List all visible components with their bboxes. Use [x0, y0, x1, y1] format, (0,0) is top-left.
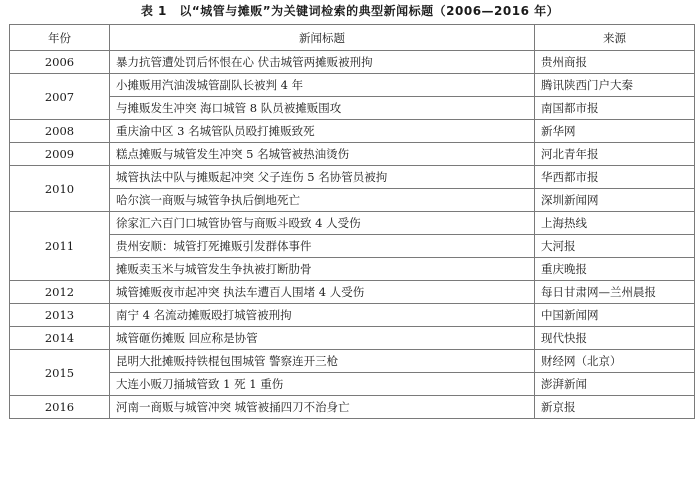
source-cell: 澎湃新闻	[535, 373, 695, 396]
title-cell: 糕点摊贩与城管发生冲突 5 名城管被热油烫伤	[110, 143, 535, 166]
title-cell: 与摊贩发生冲突 海口城管 8 队员被摊贩围攻	[110, 97, 535, 120]
news-table	[9, 24, 695, 419]
source-cell: 新华网	[535, 120, 695, 143]
table-row	[10, 258, 695, 281]
year-cell: 2012	[10, 281, 110, 304]
source-cell: 每日甘肃网—兰州晨报	[535, 281, 695, 304]
table-row	[10, 350, 695, 373]
header-title: 新闻标题	[110, 25, 535, 51]
year-cell: 2011	[10, 212, 110, 281]
table-row	[10, 74, 695, 97]
title-cell: 重庆渝中区 3 名城管队员殴打摊贩致死	[110, 120, 535, 143]
title-cell: 小摊贩用汽油泼城管副队长被判 4 年	[110, 74, 535, 97]
source-cell: 河北青年报	[535, 143, 695, 166]
title-cell: 城管执法中队与摊贩起冲突 父子连伤 5 名协管员被拘	[110, 166, 535, 189]
source-cell: 中国新闻网	[535, 304, 695, 327]
table-row	[10, 212, 695, 235]
title-cell: 南宁 4 名流动摊贩殴打城管被刑拘	[110, 304, 535, 327]
header-row	[10, 25, 695, 51]
source-cell: 南国都市报	[535, 97, 695, 120]
title-cell: 河南一商贩与城管冲突 城管被捅四刀不治身亡	[110, 396, 535, 419]
year-cell: 2010	[10, 166, 110, 212]
source-cell: 财经网（北京）	[535, 350, 695, 373]
table-row	[10, 281, 695, 304]
title-cell: 贵州安顺：城管打死摊贩引发群体事件	[110, 235, 535, 258]
year-cell: 2013	[10, 304, 110, 327]
year-cell: 2016	[10, 396, 110, 419]
table-row	[10, 304, 695, 327]
title-cell: 大连小贩刀捅城管致 1 死 1 重伤	[110, 373, 535, 396]
title-cell: 城管摊贩夜市起冲突 执法车遭百人围堵 4 人受伤	[110, 281, 535, 304]
header-source: 来源	[535, 25, 695, 51]
title-cell: 城管砸伤摊贩 回应称是协管	[110, 327, 535, 350]
source-cell: 大河报	[535, 235, 695, 258]
source-cell: 上海热线	[535, 212, 695, 235]
source-cell: 腾讯陕西门户大秦	[535, 74, 695, 97]
year-cell: 2014	[10, 327, 110, 350]
title-cell: 摊贩卖玉米与城管发生争执被打断肋骨	[110, 258, 535, 281]
year-cell: 2007	[10, 74, 110, 120]
title-cell: 徐家汇六百门口城管协管与商贩斗殴致 4 人受伤	[110, 212, 535, 235]
year-cell: 2015	[10, 350, 110, 396]
table-row	[10, 120, 695, 143]
table-row	[10, 327, 695, 350]
source-cell: 贵州商报	[535, 51, 695, 74]
title-cell: 昆明大批摊贩持铁棍包围城管 警察连开三枪	[110, 350, 535, 373]
table-caption: 表 1 以“城管与摊贩”为关键词检索的典型新闻标题（2006—2016 年）	[140, 4, 560, 18]
year-cell: 2008	[10, 120, 110, 143]
source-cell: 现代快报	[535, 327, 695, 350]
table-row	[10, 97, 695, 120]
table-row	[10, 143, 695, 166]
table-row	[10, 396, 695, 419]
table-row	[10, 189, 695, 212]
title-cell: 暴力抗管遭处罚后怀恨在心 伏击城管两摊贩被刑拘	[110, 51, 535, 74]
year-cell: 2006	[10, 51, 110, 74]
header-year: 年份	[10, 25, 110, 51]
table-row	[10, 373, 695, 396]
table-row	[10, 235, 695, 258]
table-row	[10, 166, 695, 189]
source-cell: 新京报	[535, 396, 695, 419]
source-cell: 华西都市报	[535, 166, 695, 189]
title-cell: 哈尔滨一商贩与城管争执后倒地死亡	[110, 189, 535, 212]
table-row	[10, 51, 695, 74]
source-cell: 重庆晚报	[535, 258, 695, 281]
year-cell: 2009	[10, 143, 110, 166]
source-cell: 深圳新闻网	[535, 189, 695, 212]
